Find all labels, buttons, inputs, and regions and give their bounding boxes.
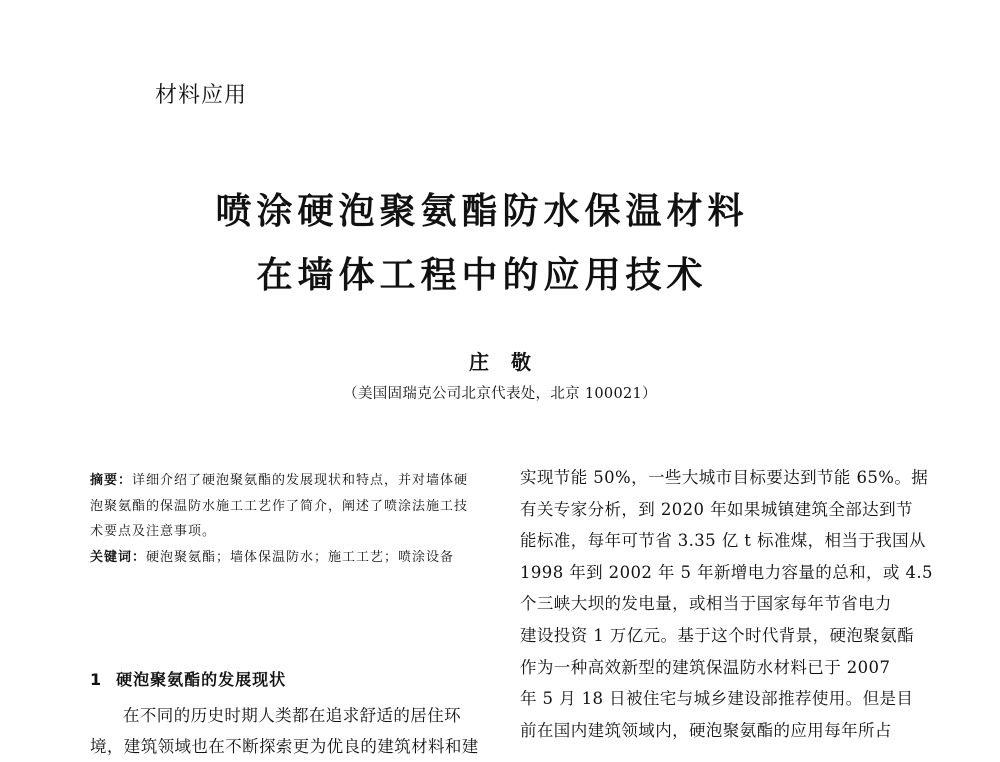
abstract-block <box>90 468 490 570</box>
section-number: 1 <box>90 670 103 689</box>
abstract-text: 详细介绍了硬泡聚氨酯的发展现状和特点，并对墙体硬 <box>132 473 469 488</box>
body-line: 境，建筑领域也在不断探索更为优良的建筑材料和建 <box>90 737 479 756</box>
body-line: 建设投资 1 万亿元。基于这个时代背景，硬泡聚氨酯 <box>520 625 914 645</box>
body-line: 有关专家分析，到 2020 年如果城镇建筑全部达到节 <box>520 499 913 519</box>
body-line: 前在国内建筑领域内，硬泡聚氨酯的应用每年所占 <box>520 720 892 740</box>
body-line: 能标准，每年可节省 3.35 亿 t 标准煤，相当于我国从 <box>520 531 926 551</box>
body-line: 在不同的历史时期人类都在追求舒适的居住环 <box>123 706 461 725</box>
abstract-line: 泡聚氨酯的保温防水施工工艺作了简介，阐述了喷涂法施工技 <box>90 498 469 514</box>
abstract-line <box>90 468 490 494</box>
article-title-line-1: 喷涂硬泡聚氨酯防水保温材料 <box>215 191 749 232</box>
body-right-column <box>520 462 933 746</box>
section-heading <box>90 667 286 690</box>
keywords-label: 关键词： <box>90 549 147 565</box>
body-line: 实现节能 50%，一些大城市目标要达到节能 65%。据 <box>520 468 929 487</box>
section-tag: 材料应用 <box>155 83 248 108</box>
keywords-line <box>90 545 490 571</box>
body-line: 个三峡大坝的发电量，或相当于国家每年节省电力 <box>520 594 892 614</box>
abstract-line: 术要点及注意事项。 <box>90 524 217 539</box>
keywords-text: 硬泡聚氨酯；墙体保温防水；施工工艺；喷涂设备 <box>146 549 455 565</box>
body-line: 年 5 月 18 日被住宅与城乡建设部推荐使用。但是目 <box>520 689 914 709</box>
section-title: 硬泡聚氨酯的发展现状 <box>116 670 287 689</box>
author-affiliation: （美国固瑞克公司北京代表处，北京 100021） <box>343 386 657 402</box>
article-title-line-2: 在墙体工程中的应用技术 <box>256 255 708 296</box>
body-line: 作为一种高效新型的建筑保温防水材料已于 2007 <box>520 657 891 677</box>
body-line: 1998 年到 2002 年 5 年新增电力容量的总和，或 4.5 <box>520 562 933 582</box>
body-left-column <box>90 700 500 762</box>
abstract-label: 摘要： <box>90 473 133 488</box>
author-name: 庄敬 <box>469 350 553 374</box>
